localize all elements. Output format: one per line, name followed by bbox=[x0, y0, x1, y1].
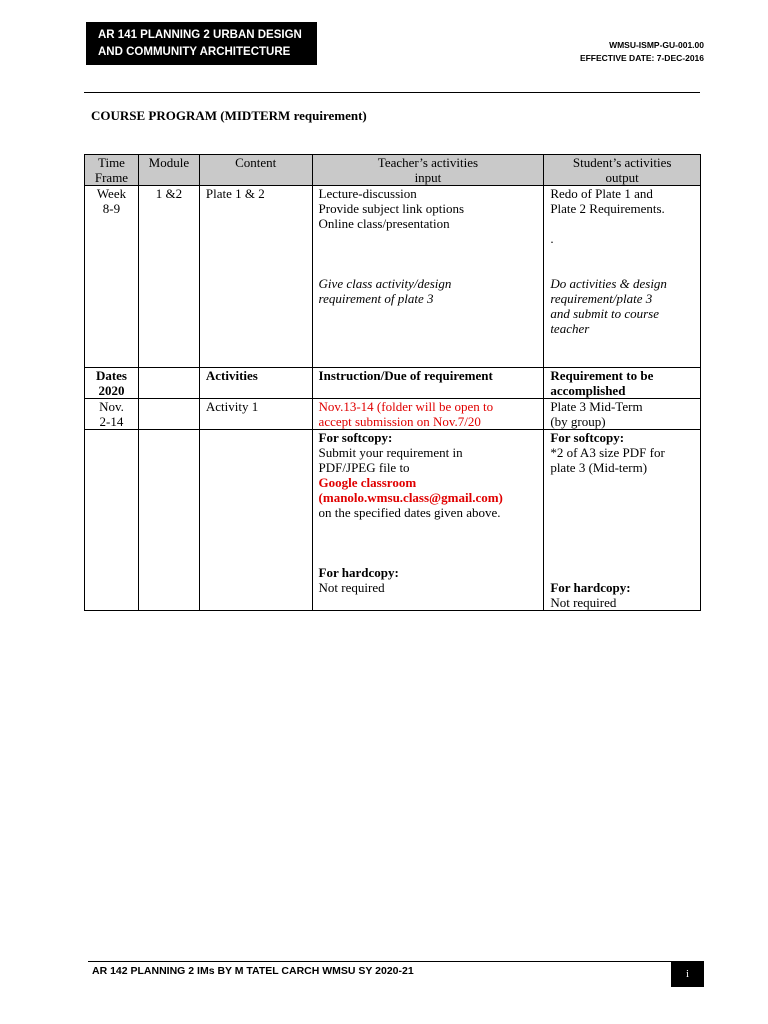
course-title-line-1: AR 141 PLANNING 2 URBAN DESIGN bbox=[98, 29, 302, 41]
page-title: COURSE PROGRAM (MIDTERM requirement) bbox=[91, 108, 367, 123]
content-cell bbox=[199, 430, 312, 611]
course-title-box bbox=[86, 22, 317, 65]
student-activities-cell: Plate 3 Mid-Term (by group) bbox=[544, 399, 701, 430]
table-row bbox=[85, 430, 701, 611]
module-cell bbox=[138, 399, 199, 430]
course-program-table bbox=[84, 154, 701, 611]
teacher-activities-cell: Lecture-discussion Provide subject link options Online class/presentation Give class activity/design requirement of plate 3 bbox=[312, 186, 544, 368]
student-activities-cell: Redo of Plate 1 and Plate 2 Requirements. . Do activities & design requirement/plate 3 and submit to course teacher bbox=[544, 186, 701, 368]
header-student-activities: Student’s activities output bbox=[544, 155, 701, 186]
module-cell bbox=[138, 368, 199, 399]
effective-date: EFFECTIVE DATE: 7-DEC-2016 bbox=[579, 53, 704, 63]
header-divider bbox=[84, 92, 700, 93]
dates-cell: Dates 2020 bbox=[85, 368, 139, 399]
google-classroom-label: Google classroom bbox=[318, 475, 417, 490]
teacher-activities-cell: For softcopy: Submit your requirement in PDF/JPEG file to Google classroom (manolo.wmsu.class@gmail.com) on the specified dates given above. For hardcopy: Not required bbox=[312, 430, 544, 611]
classroom-email: (manolo.wmsu.class@gmail.com) bbox=[318, 490, 503, 505]
header-time-frame: Time Frame bbox=[85, 155, 139, 186]
header-content: Content bbox=[199, 155, 312, 186]
module-cell: 1 &2 bbox=[138, 186, 199, 368]
document-code-block bbox=[580, 39, 704, 65]
table-row bbox=[85, 186, 701, 368]
week-cell bbox=[85, 430, 139, 611]
teacher-activities-cell: Instruction/Due of requirement bbox=[312, 368, 544, 399]
week-cell: Week 8-9 bbox=[85, 186, 139, 368]
student-activities-cell: For softcopy: *2 of A3 size PDF for plate 3 (Mid-term) For hardcopy: Not required bbox=[544, 430, 701, 611]
teacher-activities-cell: Nov.13-14 (folder will be open to accept submission on Nov.7/20 bbox=[312, 399, 544, 430]
content-cell: Plate 1 & 2 bbox=[199, 186, 312, 368]
document-code: WMSU-ISMP-GU-001.00 bbox=[609, 40, 704, 50]
table-row bbox=[85, 368, 701, 399]
footer-divider bbox=[88, 961, 704, 962]
student-activities-cell: Requirement to be accomplished bbox=[544, 368, 701, 399]
footer-text: AR 142 PLANNING 2 IMs BY M TATEL CARCH WMSU SY 2020-21 bbox=[92, 965, 414, 977]
header-module: Module bbox=[138, 155, 199, 186]
table-header-row bbox=[85, 155, 701, 186]
content-cell: Activity 1 bbox=[199, 399, 312, 430]
header-teacher-activities: Teacher’s activities input bbox=[312, 155, 544, 186]
page-number: i bbox=[671, 962, 704, 987]
module-cell bbox=[138, 430, 199, 611]
week-cell: Nov. 2-14 bbox=[85, 399, 139, 430]
table-row bbox=[85, 399, 701, 430]
course-title-line-2: AND COMMUNITY ARCHITECTURE bbox=[98, 46, 291, 58]
content-cell: Activities bbox=[199, 368, 312, 399]
